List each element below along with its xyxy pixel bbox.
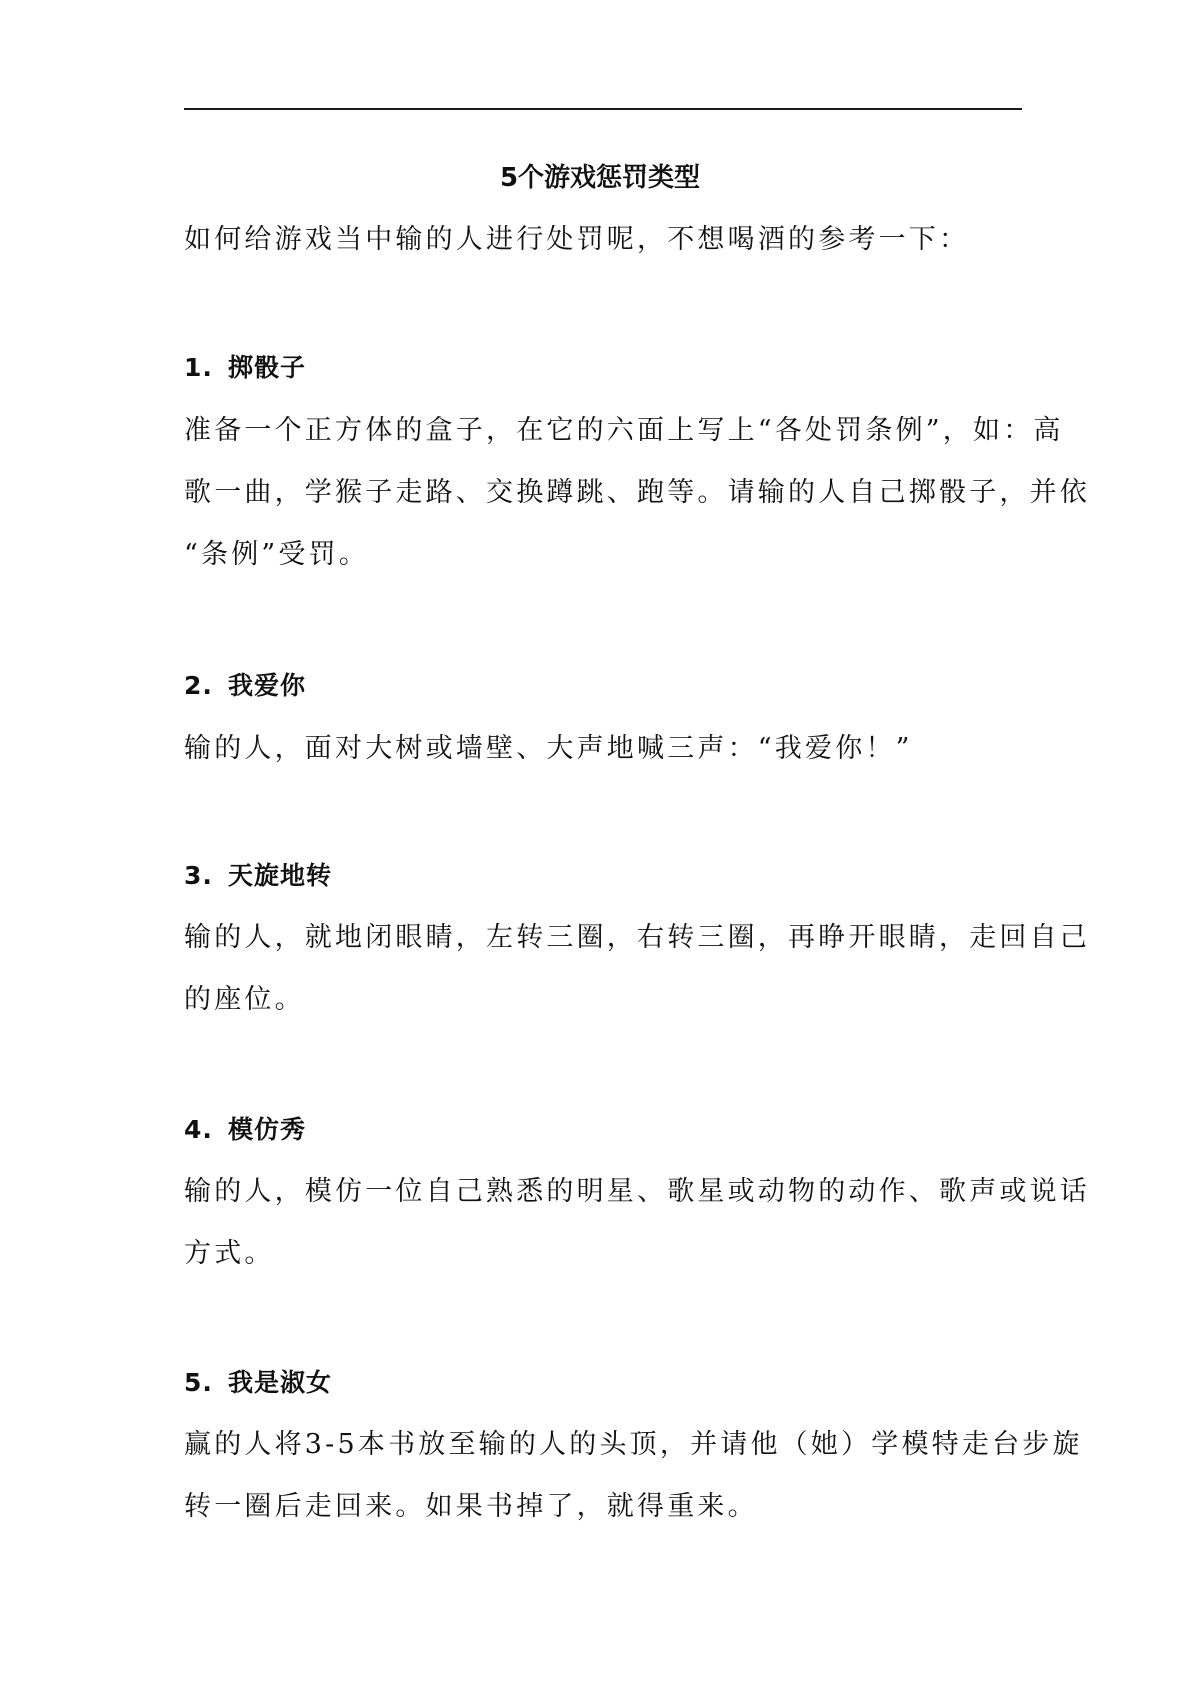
section-body-1 <box>184 400 1090 586</box>
section-heading-3 <box>184 858 332 894</box>
body-line: 的座位。 <box>184 984 305 1015</box>
section-heading-2 <box>184 668 306 704</box>
section-title: 掷骰子 <box>228 353 307 382</box>
body-line: 准备一个正方体的盒子，在它的六面上写上“各处罚条例”，如：高 <box>184 415 1064 446</box>
section-heading-5 <box>184 1365 332 1401</box>
top-rule <box>184 108 1022 110</box>
intro-paragraph: 如何给游戏当中输的人进行处罚呢，不想喝酒的参考一下： <box>184 224 970 255</box>
body-line: 输的人，面对大树或墙壁、大声地喊三声：“我爱你！” <box>184 733 913 764</box>
body-line: 赢的人将3-5本书放至输的人的头顶，并请他（她）学模特走台步旋 <box>184 1429 1083 1460</box>
section-title: 天旋地转 <box>228 861 333 890</box>
section-body-3 <box>184 907 1090 1031</box>
body-line: “条例”受罚。 <box>184 539 370 570</box>
body-line: 歌一曲，学猴子走路、交换蹲跳、跑等。请输的人自己掷骰子，并依 <box>184 477 1090 508</box>
section-number: 1. <box>184 353 213 382</box>
body-line: 输的人，模仿一位自己熟悉的明星、歌星或动物的动作、歌声或说话 <box>184 1176 1090 1207</box>
body-line: 方式。 <box>184 1238 275 1269</box>
section-heading-4 <box>184 1112 306 1148</box>
section-body-5 <box>184 1414 1083 1538</box>
section-body-2 <box>184 718 1029 780</box>
body-line: 输的人，就地闭眼睛，左转三圈，右转三圈，再睁开眼睛，走回自己 <box>184 922 1090 953</box>
section-number: 4. <box>184 1115 213 1144</box>
section-number: 2. <box>184 671 213 700</box>
section-heading-1 <box>184 350 306 386</box>
section-title: 模仿秀 <box>228 1115 307 1144</box>
body-line: 转一圈后走回来。如果书掉了，就得重来。 <box>184 1491 758 1522</box>
section-title: 我爱你 <box>228 671 307 700</box>
section-number: 5. <box>184 1368 213 1397</box>
document-title: 5个游戏惩罚类型 <box>499 163 701 193</box>
section-body-4 <box>184 1161 1090 1285</box>
section-title: 我是淑女 <box>228 1368 333 1397</box>
section-number: 3. <box>184 861 213 890</box>
